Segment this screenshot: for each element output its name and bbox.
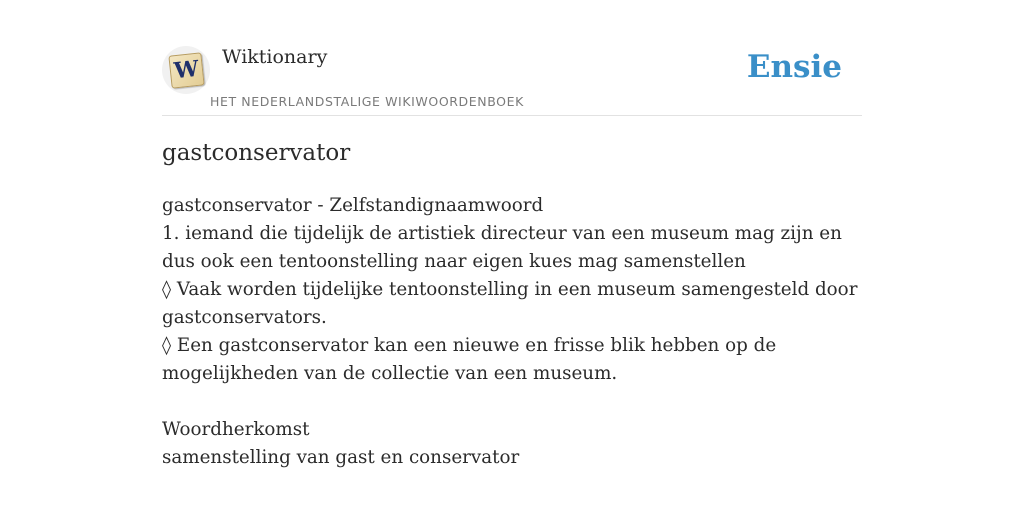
entry-body <box>162 192 872 472</box>
site-tagline: HET NEDERLANDSTALIGE WIKIWOORDENBOEK <box>210 94 524 109</box>
logo-letter: W <box>172 55 201 85</box>
etymology-heading: Woordherkomst <box>162 419 310 440</box>
example-1: ◊ Vaak worden tijdelijke tentoonstelling in een museum samengesteld door gastconservators. <box>162 279 858 328</box>
logo-tile-icon <box>168 52 204 88</box>
page <box>162 0 862 468</box>
definition: 1. iemand die tijdelijk de artistiek directeur van een museum mag zijn en dus ook een tentoonstelling naar eigen kues mag samenstellen <box>162 223 842 272</box>
example-2: ◊ Een gastconservator kan een nieuwe en frisse blik hebben op de mogelijkheden van de collectie van een museum. <box>162 335 777 384</box>
wiktionary-logo[interactable] <box>162 46 210 94</box>
header <box>162 0 862 116</box>
spacer <box>162 388 872 416</box>
etymology-text: samenstelling van gast en conservator <box>162 447 520 468</box>
part-of-speech-line: gastconservator - Zelfstandignaamwoord <box>162 195 544 216</box>
page-title: gastconservator <box>162 140 351 166</box>
site-name[interactable]: Wiktionary <box>222 46 328 68</box>
ensie-brand-link[interactable]: Ensie <box>746 49 842 85</box>
